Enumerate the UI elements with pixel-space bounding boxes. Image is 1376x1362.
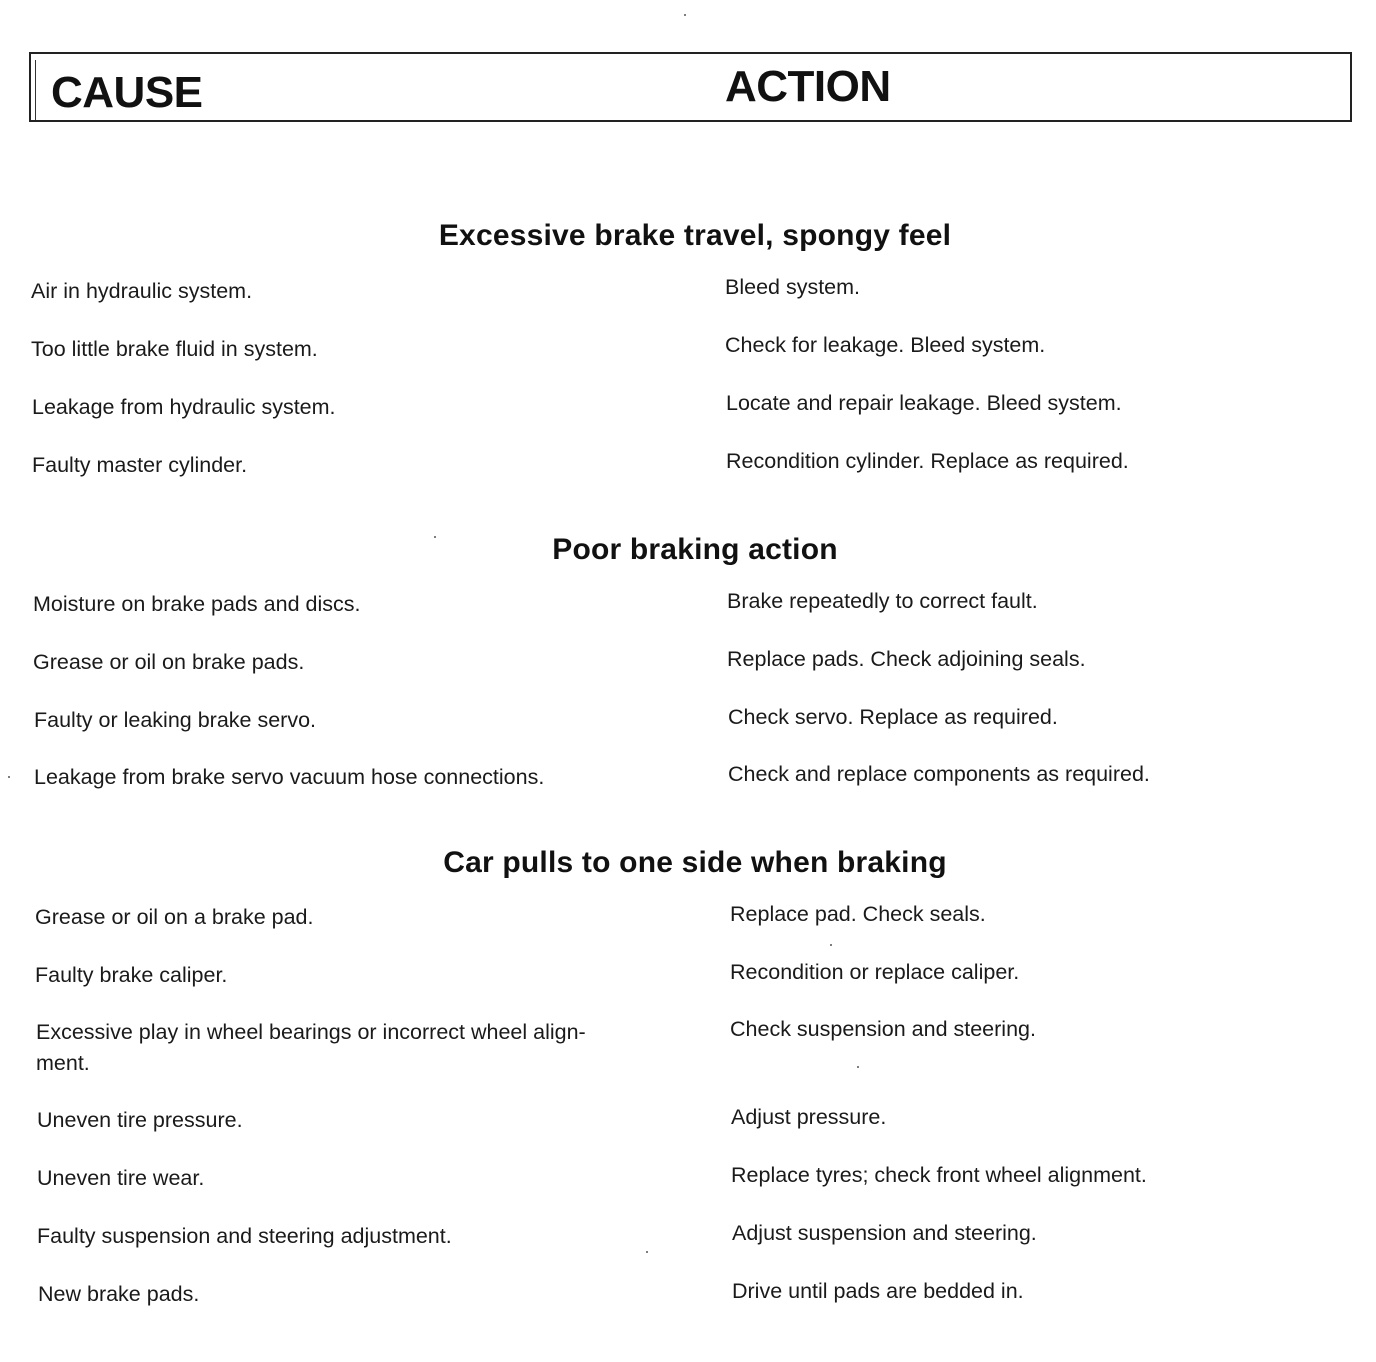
action-text: Adjust pressure.: [731, 1105, 887, 1129]
cause-text: Faulty suspension and steering adjustment.: [37, 1224, 452, 1248]
table-header: [29, 52, 1352, 122]
section-title-spongy-feel: Excessive brake travel, spongy feel: [438, 219, 952, 252]
cause-text: Leakage from brake servo vacuum hose connections.: [34, 765, 545, 789]
action-text: Bleed system.: [725, 275, 861, 299]
scan-speck: [8, 776, 10, 778]
cause-text: Air in hydraulic system.: [31, 279, 253, 303]
action-text: Recondition or replace caliper.: [730, 960, 1020, 984]
action-text: Locate and repair leakage. Bleed system.: [726, 391, 1122, 415]
section-title-poor-braking: Poor braking action: [552, 533, 838, 566]
cause-text: Faulty master cylinder.: [32, 453, 248, 477]
cause-text: Faulty or leaking brake servo.: [34, 708, 317, 732]
action-text: Check suspension and steering.: [730, 1017, 1036, 1041]
scan-speck: [684, 14, 686, 16]
cause-text: Uneven tire pressure.: [37, 1108, 243, 1132]
action-text: Brake repeatedly to correct fault.: [727, 589, 1038, 613]
cause-text: Uneven tire wear.: [37, 1166, 205, 1190]
cause-text: Moisture on brake pads and discs.: [33, 592, 361, 616]
action-column-heading: ACTION: [725, 62, 891, 111]
section-title-car-pulls: Car pulls to one side when braking: [443, 846, 947, 879]
cause-text: Faulty brake caliper.: [35, 963, 228, 987]
scan-speck: [857, 1066, 859, 1068]
cause-column-heading: CAUSE: [51, 68, 203, 117]
action-text: Replace pads. Check adjoining seals.: [727, 647, 1086, 671]
action-text: Replace tyres; check front wheel alignment.: [731, 1163, 1147, 1187]
scan-speck: [646, 1251, 648, 1253]
cause-text: Grease or oil on a brake pad.: [35, 905, 314, 929]
action-text: Check and replace components as required.: [728, 762, 1150, 786]
action-text: Check servo. Replace as required.: [728, 705, 1058, 729]
action-text: Replace pad. Check seals.: [730, 902, 986, 926]
cause-text: Excessive play in wheel bearings or incorrect wheel align- ment.: [36, 1020, 586, 1075]
cause-text: Leakage from hydraulic system.: [32, 395, 336, 419]
action-text: Drive until pads are bedded in.: [732, 1279, 1024, 1303]
action-text: Adjust suspension and steering.: [732, 1221, 1037, 1245]
action-text: Recondition cylinder. Replace as required.: [726, 449, 1129, 473]
cause-text: Grease or oil on brake pads.: [33, 650, 305, 674]
cause-text: Too little brake fluid in system.: [31, 337, 318, 361]
scan-speck: [434, 536, 436, 538]
cause-text: New brake pads.: [38, 1282, 200, 1306]
scan-speck: [830, 944, 832, 946]
action-text: Check for leakage. Bleed system.: [725, 333, 1046, 357]
